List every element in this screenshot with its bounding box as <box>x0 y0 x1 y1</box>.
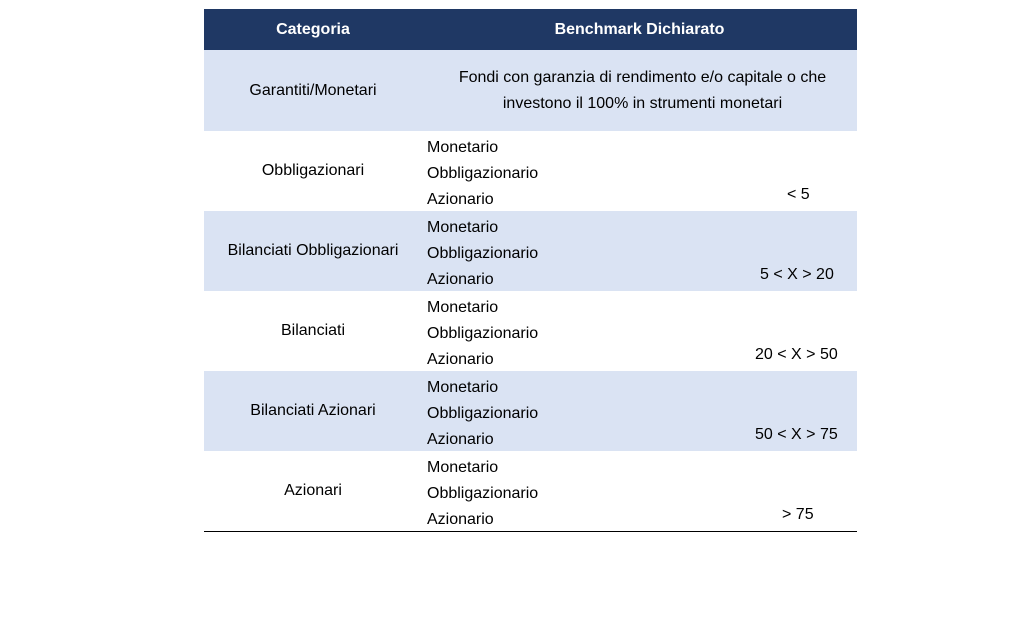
category-cell: Obbligazionari <box>261 162 365 179</box>
table-header <box>204 9 857 50</box>
assets-cell <box>422 131 642 211</box>
header-benchmark: Benchmark Dichiarato <box>554 20 725 38</box>
value-cell <box>642 371 857 451</box>
value-text: < 5 <box>787 186 810 203</box>
table-row <box>204 50 857 131</box>
value-text: 5 < X > 20 <box>760 266 834 283</box>
asset-label: Obbligazionario <box>427 245 539 262</box>
value-cell <box>642 291 857 371</box>
asset-label: Monetario <box>427 299 499 316</box>
table-row <box>204 371 857 451</box>
asset-label: Obbligazionario <box>427 485 539 502</box>
assets-cell <box>422 211 642 291</box>
table-row <box>204 131 857 211</box>
table-row <box>204 451 857 531</box>
value-text: 20 < X > 50 <box>755 346 838 363</box>
category-cell: Bilanciati <box>280 322 346 339</box>
asset-label: Obbligazionario <box>427 165 539 182</box>
asset-label: Monetario <box>427 219 499 236</box>
value-text: 50 < X > 75 <box>755 426 838 443</box>
asset-label: Azionario <box>427 271 494 288</box>
value-cell <box>642 451 857 531</box>
category-cell: Bilanciati Obbligazionari <box>227 242 399 259</box>
description-cell <box>422 50 857 131</box>
table-row <box>204 211 857 291</box>
table-row <box>204 291 857 371</box>
value-text: > 75 <box>782 506 814 523</box>
benchmark-table <box>204 9 857 532</box>
assets-cell <box>422 291 642 371</box>
asset-label: Azionario <box>427 511 494 528</box>
asset-label: Monetario <box>427 459 499 476</box>
value-cell <box>642 131 857 211</box>
header-category: Categoria <box>276 20 350 38</box>
asset-label: Obbligazionario <box>427 405 539 422</box>
category-cell: Bilanciati Azionari <box>250 402 376 419</box>
asset-label: Monetario <box>427 139 499 156</box>
description-line: Fondi con garanzia di rendimento e/o capitale o che <box>458 68 827 86</box>
asset-label: Monetario <box>427 379 499 396</box>
asset-label: Azionario <box>427 351 494 368</box>
asset-label: Azionario <box>427 431 494 448</box>
asset-label: Azionario <box>427 191 494 208</box>
description-line: investono il 100% in strumenti monetari <box>502 94 783 112</box>
assets-cell <box>422 371 642 451</box>
category-cell: Azionari <box>284 482 342 499</box>
assets-cell <box>422 451 642 531</box>
value-cell <box>642 211 857 291</box>
category-cell: Garantiti/Monetari <box>249 81 377 99</box>
asset-label: Obbligazionario <box>427 325 539 342</box>
